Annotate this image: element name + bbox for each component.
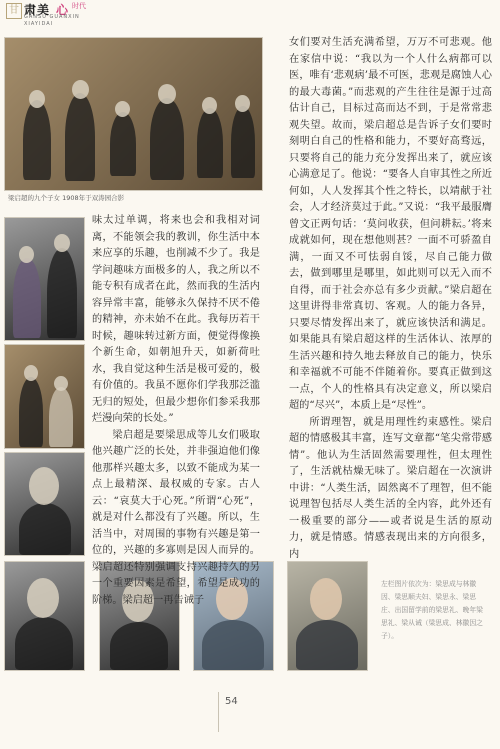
left-column-text-para-2: 梁启超是要梁思成等儿女们吸取他兴趣广泛的长处，并非强迫他们像他那样兴趣太多，以致不能成为某一点上最精深、最权威的专家。古人云：“哀莫大于心死。”所谓“心死”，就是对什么都没有了兴趣。所以，生活当中，对周围的事物有兴趣是第一位的，兴趣的多寡则是因人而异的。梁启超还特别强调支持兴趣持久的另一个重要因素是希望，希望是成功的阶梯。梁启超一再告诫子 — [92, 429, 260, 606]
magazine-title: 肃美 — [24, 3, 51, 17]
page-number-divider — [218, 692, 219, 732]
photo-liang-siyong — [4, 452, 85, 556]
family-group-photo — [4, 37, 263, 191]
photo-liang-sishun-couple — [4, 344, 85, 449]
magazine-title-accent: 心 — [56, 3, 69, 17]
left-column-text: 味太过单调，将来也会和我相对词离，不能领会我的教训，你生活中本来应享的乐趣，也削减不少了。我是学问趣味方面极多的人，我之所以不能专积有成者在此，然而我的生活内容异常丰富，能够永久保持不厌不倦的精神，亦未始不在此。我每历若干时候，趣味转过新方面，便觉得像换个新生命，如朝旭升天，如新荷吐水，我自觉这种生活是极可爱的，极有价值的。我虽不愿你们学我那泛滥无归的短处，但最少想你们参采我那烂漫向荣的长处。” 梁启超是要梁思成等儿女们吸取他兴趣广泛的长处，并非强迫他们像他那样兴趣太多，以致不能成为某一点上最精深、最权威的专家。古人云：“哀莫大于心死。”所谓“心死”，就是对什么都没有了兴趣。所以，生活当中，对周围的事物有兴趣是第一位的，兴趣的多寡则是因人而异的。梁启超还特别强调支持兴趣持久的另一个重要因素是希望，希望是成功的阶梯。梁启超一再告诫子 — [92, 213, 260, 609]
magazine-english-line-2: XIAYIDAI — [24, 21, 54, 27]
magazine-title-sub: 时代 — [72, 2, 86, 10]
logo-mark: 甘 — [6, 3, 22, 19]
group-photo-caption: 梁启超的九个子女 1908年于双涛园合影 — [8, 194, 125, 202]
right-column-text-para-2: 所谓理智，就是用理性约束感性。梁启超的情感极其丰富，连写文章都“笔尖常带感情”。他认为生活固然需要理性，但太理性了，生活就枯燥无味了。梁启超在一次演讲中讲：“人类生活，固然离不了理智，但不能说理智包括尽人类生活的全内容，此外还有一极重要的部分——或者说是生活的原动力，就是情感。情感表现出来的方向很多，内 — [289, 416, 492, 560]
right-column-text: 女们要对生活充满希望，万万不可悲观。他在家信中说：“我以为一个人什么病都可以医，唯有‘悲观病’最不可医，悲观是腐蚀人心的最大毒菌。”而悲观的产生往往是源于过高估计自己，目标过高而达不到，于是常常悲观失望。故而，梁启超总是告诉子女们要时刻明白自己的性格和能力，不要好高骛远，只要将自己的能力充分发挥出来了，就应该心满意足了。他说：“要各人自审其性之所近何如，人人发挥其个性之特长，以靖献于社会，人才经济莫过于此。”又说：“我平最服膺曾文正两句话：‘莫问收获，但问耕耘。’将来成就如何，现在想他则甚？一面不可骄盈自满，一面又不可怯弱自馁，尽自己能力做去，做到哪里是哪里，如此则可以无入而不自得，而于社会亦总有多少贡献。”梁启超在这里讲得非常真切、客观。人的能力各异，只要尽情发挥出来了，就应该快活和满足。如果能具有梁启超这样的生活体认、浓厚的生活兴趣和持久地去释放自己的能力，快乐和幸福就不可能不伴随着你。要真正做到这一点，个人的性格具有决定意义，所以梁启超的“尽兴”，本质上是“尽性”。 所谓理智，就是用理性约束感性。梁启超的情感极其丰富，连写文章都“笔尖常带感情”。他认为生活固然需要理性，但太理性了，生活就枯燥无味了。梁启超在一次演讲中讲：“人类生活，固然离不了理智，但不能说理智包括尽人类生活的全内容，此外还有一极重要的部分——或者说是生活的原动力，就是情感。情感表现出来的方向很多，内 — [289, 35, 492, 563]
photo-liang-congjie — [287, 561, 368, 671]
photo-sequence-caption: 左栏图片依次为：梁思成与林徽因、梁思顺夫妇、梁思永、梁思庄、出国留学前的梁思礼、晚年梁思礼、梁从诫（梁思成、林徽因之子）。 — [381, 580, 483, 640]
photo-liang-sicheng-and-lin-huiyin — [4, 217, 85, 341]
page-number: 54 — [225, 696, 238, 707]
photo-liang-sizhuang — [4, 561, 85, 671]
magazine-english-line-1: GANSU GUANXIN — [24, 14, 80, 20]
